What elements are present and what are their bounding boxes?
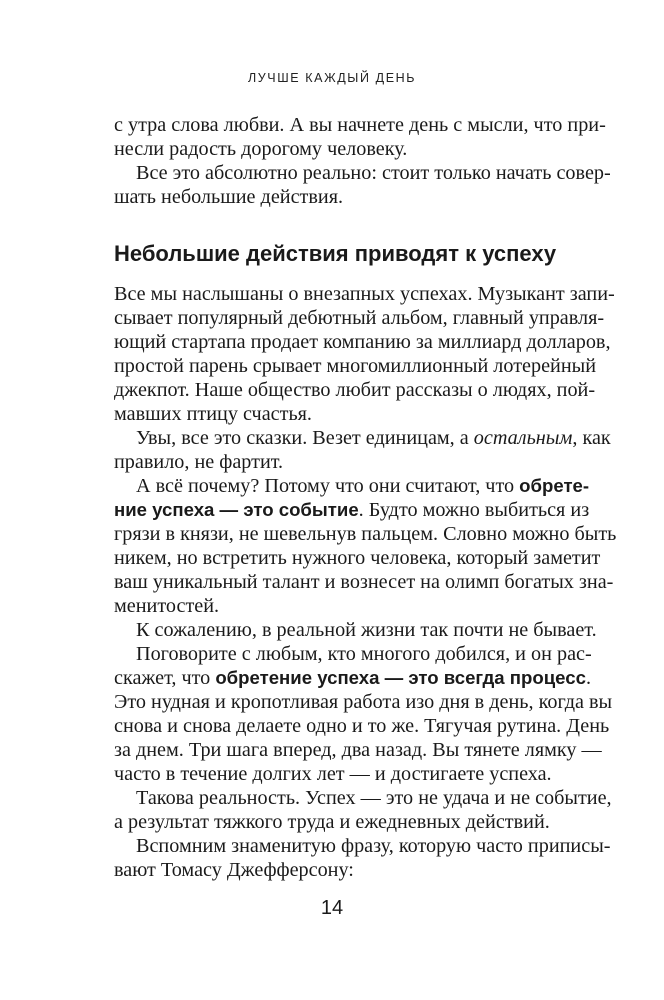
text-line: никем, но встретить нужного человека, который заметит <box>114 547 601 569</box>
text-line: Такова реальность. Успех — это не удача и не событие, <box>136 787 612 809</box>
text-line: менитостей. <box>114 595 220 617</box>
text-line: часто в течение долгих лет — и достигаете успеха. <box>114 763 552 785</box>
text-run: Увы, все это сказки. Везет единицам, а <box>136 427 474 449</box>
text-line: простой парень срывает многомиллионный лотерейный <box>114 355 597 377</box>
text-line: шать небольшие действия. <box>114 186 344 208</box>
text-run: . <box>585 667 591 689</box>
text-line: ющий стартапа продает компанию за миллиард долларов, <box>114 331 611 353</box>
text-line: Вспомним знаменитую фразу, которую часто приписы- <box>136 835 611 857</box>
text-line <box>136 474 590 498</box>
text-line: грязи в князи, не шевельнув пальцем. Словно можно быть <box>114 523 617 545</box>
text-line: Все мы наслышаны о внезапных успехах. Музыкант запи- <box>114 283 615 305</box>
text-run: скажет, что <box>114 667 216 689</box>
text-line <box>114 498 590 522</box>
text-line: снова и снова делаете одно и то же. Тягучая рутина. День <box>114 715 610 737</box>
text-run: . Будто можно выбиться из <box>358 499 590 521</box>
text-run: , как <box>572 427 611 449</box>
text-line: сывает популярный дебютный альбом, главный управля- <box>114 307 605 329</box>
running-head: ЛУЧШЕ КАЖДЫЙ ДЕНЬ <box>247 71 417 85</box>
text-line: за днем. Три шага вперед, два назад. Вы тянете лямку — <box>114 739 602 761</box>
text-line: ваш уникальный талант и вознесет на олимп богатых зна- <box>114 571 614 593</box>
text-line: вают Томасу Джефферсону: <box>114 859 354 881</box>
text-line: джекпот. Наше общество любит рассказы о людях, пой- <box>114 379 596 401</box>
page-number: 14 <box>320 897 344 919</box>
text-line: Поговорите с любым, кто многого добился, и он рас- <box>136 643 592 665</box>
text-run: А всё почему? Потому что они считают, что <box>136 475 520 497</box>
text-line: Это нудная и кропотливая работа изо дня в день, когда вы <box>114 691 613 713</box>
text-line: К сожалению, в реальной жизни так почти не бывает. <box>136 619 597 641</box>
text-line: правило, не фартит. <box>114 451 284 473</box>
text-line: Все это абсолютно реально: стоит только начать совер- <box>136 162 611 184</box>
text-line <box>136 426 611 450</box>
bold-emphasis: обретение успеха — это всегда процесс <box>215 667 586 688</box>
bold-emphasis: ние успеха — это событие <box>114 499 359 520</box>
text-line: а результат тяжкого труда и ежедневных действий. <box>114 811 550 833</box>
section-heading: Небольшие действия приводят к успеху <box>114 241 557 266</box>
text-line: с утра слова любви. А вы начнете день с мысли, что при- <box>114 114 606 136</box>
text-line: несли радость дорогому человеку. <box>114 138 408 160</box>
emphasis: остальным <box>473 427 573 449</box>
bold-emphasis: обрете- <box>519 475 590 496</box>
text-line <box>114 666 591 690</box>
text-line: мавших птицу счастья. <box>114 403 312 425</box>
